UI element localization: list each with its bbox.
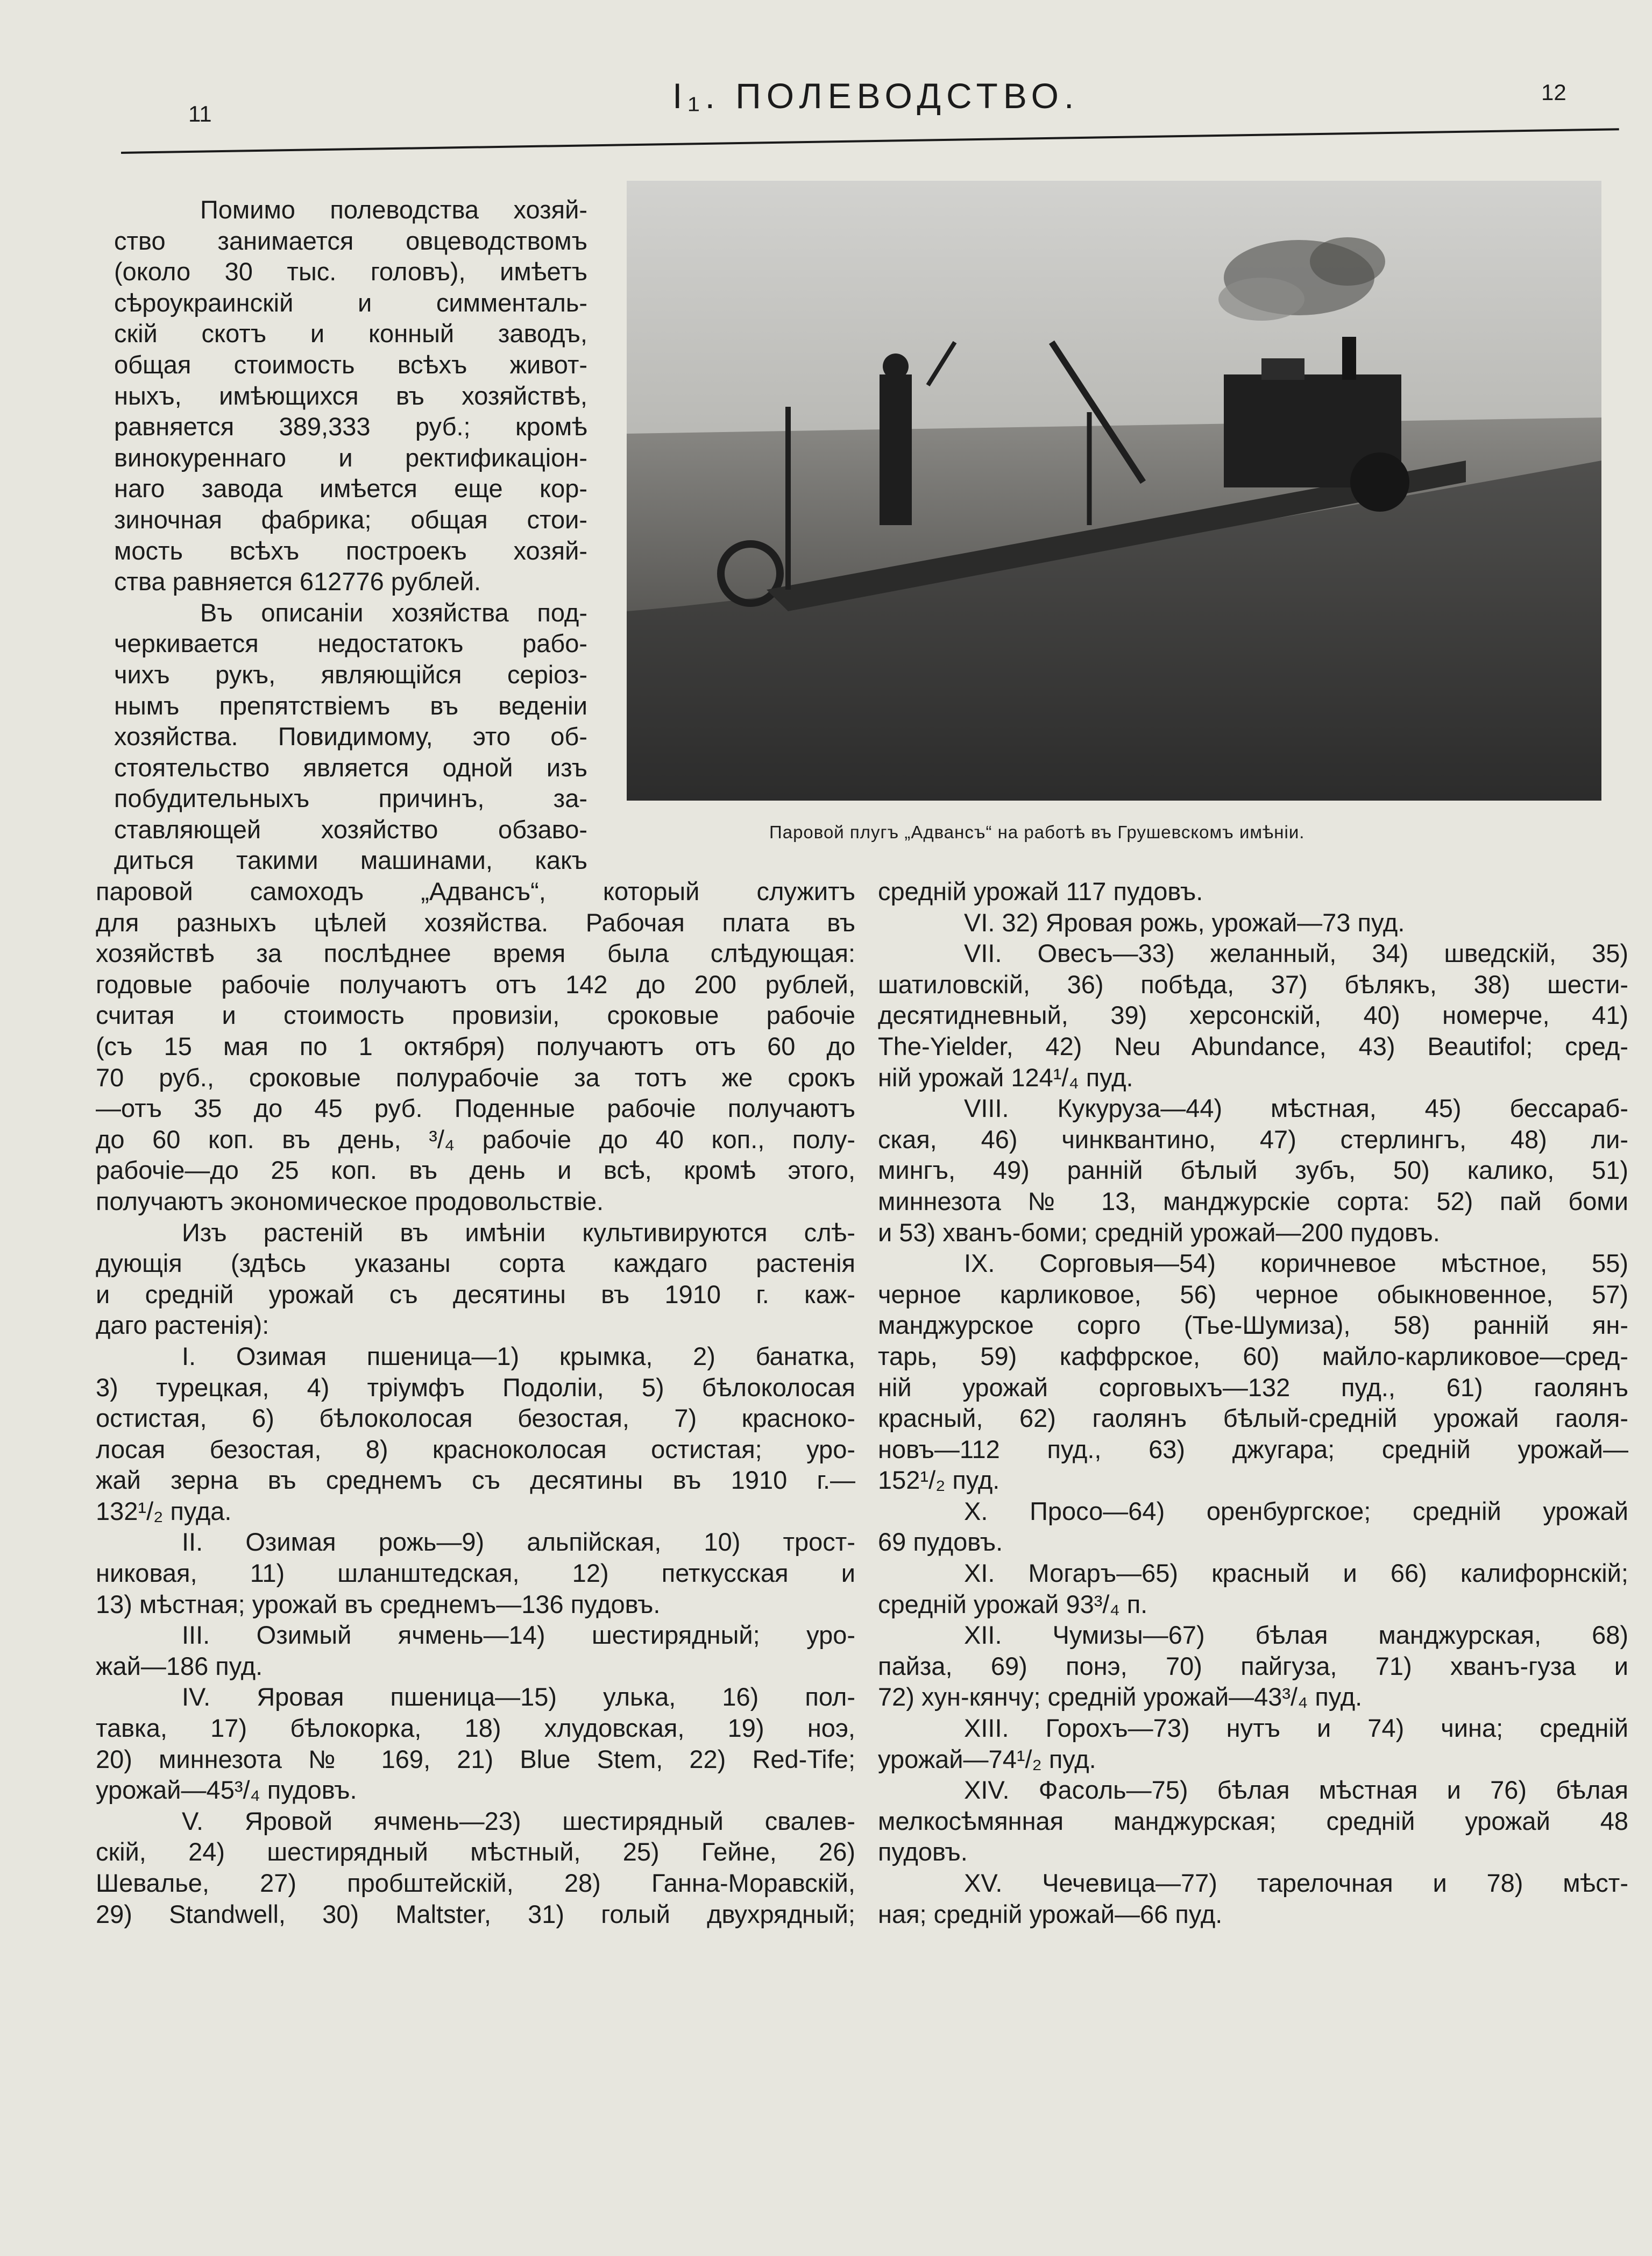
right-column xyxy=(878,876,1628,1929)
text-line: Въ описаніи хозяйства под- xyxy=(200,598,587,627)
text-line: шатиловскій, 36) побѣда, 37) бѣлякъ, 38) шести- xyxy=(878,970,1628,999)
text-line: 132¹/₂ пуда. xyxy=(96,1496,232,1525)
text-line: ская, 46) чинквантино, 47) стерлингъ, 48) ли- xyxy=(878,1125,1628,1154)
text-line: зиночная фабрика; общая стои- xyxy=(114,505,587,534)
text-line: IV. Яровая пшеница—15) улька, 16) пол- xyxy=(182,1682,855,1712)
text-line: лосая безостая, 8) красноколосая остистая; уро- xyxy=(96,1434,855,1463)
text-line: III. Озимый ячмень—14) шестирядный; уро- xyxy=(182,1621,855,1650)
text-line: мелкосѣмянная манджурская; средній урожай 48 xyxy=(878,1806,1628,1835)
text-line: и средній урожай съ десятины въ 1910 г. каж- xyxy=(96,1279,855,1309)
text-line: диться такими машинами, какъ xyxy=(114,846,587,875)
text-line: XIII. Горохъ—73) нутъ и 74) чина; средній xyxy=(964,1714,1628,1743)
text-line: черкивается недостатокъ рабо- xyxy=(114,629,587,658)
text-line: 20) миннезота № 169, 21) Blue Stem, 22) Red-Tife; xyxy=(96,1744,855,1773)
text-line: скій скотъ и конный заводъ, xyxy=(114,319,587,348)
text-line: —отъ 35 до 45 руб. Поденные рабочіе получаютъ xyxy=(96,1094,855,1123)
running-title: I₁. ПОЛЕВОДСТВО. xyxy=(672,76,1080,116)
left-column-upper xyxy=(114,194,587,876)
text-line: Помимо полеводства хозяй- xyxy=(200,195,587,224)
text-line: тавка, 17) бѣлокорка, 18) хлудовская, 19) ноэ, xyxy=(96,1714,855,1743)
text-line: дующія (здѣсь указаны сорта каждаго растенія xyxy=(96,1249,855,1278)
text-line: ная; средній урожай—66 пуд. xyxy=(878,1899,1223,1928)
text-line: годовые рабочіе получаютъ отъ 142 до 200 рублей, xyxy=(96,970,855,999)
text-line: I. Озимая пшеница—1) крымка, 2) банатка, xyxy=(182,1341,855,1370)
text-line: манджурское сорго (Тье-Шумиза), 58) ранній ян- xyxy=(878,1311,1628,1340)
text-line: мость всѣхъ построекъ хозяй- xyxy=(114,536,587,565)
text-line: красный, 62) гаолянъ бѣлый-средній урожай гаоля- xyxy=(878,1404,1628,1433)
text-line: до 60 коп. въ день, ³/₄ рабочіе до 40 коп., полу- xyxy=(96,1125,855,1154)
text-line: 29) Standwell, 30) Maltster, 31) голый двухрядный; xyxy=(96,1899,855,1928)
text-line: пайза, 69) понэ, 70) пайгуза, 71) хванъ-гуза и xyxy=(878,1651,1628,1680)
text-line: миннезота № 13, манджурскіе сорта: 52) пай боми xyxy=(878,1186,1628,1215)
text-line: равняется 389,333 руб.; кромѣ xyxy=(114,412,587,441)
text-line: 69 пудовъ. xyxy=(878,1527,1003,1557)
text-line: считая и стоимость провизіи, сроковые рабочіе xyxy=(96,1001,855,1030)
steam-plough-photo xyxy=(627,181,1601,801)
text-line: ства равняется 612776 рублей. xyxy=(114,567,481,596)
text-line: черное карликовое, 56) черное обыкновенное, 57) xyxy=(878,1279,1628,1309)
text-line: ній урожай сорговыхъ—132 пуд., 61) гаолянъ xyxy=(878,1373,1628,1402)
text-line: десятидневный, 39) херсонскій, 40) номерче, 41) xyxy=(878,1001,1628,1030)
text-line: жай—186 пуд. xyxy=(96,1651,263,1680)
text-line: (съ 15 мая по 1 октября) получаютъ отъ 60 до xyxy=(96,1031,855,1060)
text-line: пудовъ. xyxy=(878,1837,968,1866)
text-line: средній урожай 117 пудовъ. xyxy=(878,877,1203,906)
text-line: нымъ препятствіемъ въ веденіи xyxy=(114,691,587,720)
page-number-right: 12 xyxy=(1541,80,1566,105)
text-line: средній урожай 93³/₄ п. xyxy=(878,1589,1148,1618)
text-line: хозяйствѣ за послѣднее время была слѣдующая: xyxy=(96,939,855,968)
text-line: XIV. Фасоль—75) бѣлая мѣстная и 76) бѣлая xyxy=(964,1776,1628,1805)
text-line: общая стоимость всѣхъ живот- xyxy=(114,350,587,379)
text-line: новъ—112 пуд., 63) джугара; средній урожай— xyxy=(878,1434,1628,1463)
text-line: VII. Овесъ—33) желанный, 34) шведскій, 35) xyxy=(964,939,1628,968)
text-line: стоятельство является одной изъ xyxy=(114,753,587,782)
text-line: VI. 32) Яровая рожь, урожай—73 пуд. xyxy=(964,908,1405,937)
text-line: паровой самоходъ „Адвансъ“, который служитъ xyxy=(96,877,855,906)
text-line: даго растенія): xyxy=(96,1311,270,1340)
text-line: (около 30 тыс. головъ), имѣетъ xyxy=(114,257,587,286)
text-line: наго завода имѣется еще кор- xyxy=(114,474,587,503)
text-line: мингъ, 49) ранній бѣлый зубъ, 50) калико, 51) xyxy=(878,1156,1628,1185)
text-line: Шевалье, 27) пробштейскій, 28) Ганна-Моравскій, xyxy=(96,1869,855,1897)
header-rule xyxy=(121,128,1619,154)
text-line: и 53) хванъ-боми; средній урожай—200 пудовъ. xyxy=(878,1218,1440,1247)
text-line: XII. Чумизы—67) бѣлая манджурская, 68) xyxy=(964,1621,1628,1650)
text-line: скій, 24) шестирядный мѣстный, 25) Гейне, 26) xyxy=(96,1837,855,1866)
text-line: II. Озимая рожь—9) альпійская, 10) трост- xyxy=(182,1527,855,1557)
text-line: XI. Могаръ—65) красный и 66) калифорнскій; xyxy=(964,1559,1628,1588)
text-line: X. Просо—64) оренбургское; средній урожай xyxy=(964,1496,1628,1525)
text-line: ній урожай 124¹/₄ пуд. xyxy=(878,1063,1133,1092)
text-line: IX. Сорговыя—54) коричневое мѣстное, 55) xyxy=(964,1249,1628,1278)
text-line: чихъ рукъ, являющійся серіоз- xyxy=(114,660,587,689)
text-line: 70 руб., сроковые полурабочіе за тотъ же срокъ xyxy=(96,1063,855,1092)
text-line: 13) мѣстная; урожай въ среднемъ—136 пудовъ. xyxy=(96,1589,661,1618)
text-line: жай зерна въ среднемъ съ десятины въ 1910 г.— xyxy=(96,1466,855,1495)
text-line: урожай—74¹/₂ пуд. xyxy=(878,1744,1096,1773)
text-line: никовая, 11) шланштедская, 12) петкусская и xyxy=(96,1559,855,1588)
text-line: хозяйства. Повидимому, это об- xyxy=(114,722,587,751)
text-line: XV. Чечевица—77) тарелочная и 78) мѣст- xyxy=(964,1869,1628,1897)
text-line: для разныхъ цѣлей хозяйства. Рабочая плата въ xyxy=(96,908,855,937)
text-line: побудительныхъ причинъ, за- xyxy=(114,784,587,813)
text-line: рабочіе—до 25 коп. въ день и всѣ, кромѣ этого, xyxy=(96,1156,855,1185)
text-line: The-Yielder, 42) Neu Abundance, 43) Beautifol; сред- xyxy=(878,1031,1628,1060)
text-line: VIII. Кукуруза—44) мѣстная, 45) бессараб- xyxy=(964,1094,1628,1123)
text-line: ство занимается овцеводствомъ xyxy=(114,226,587,255)
text-line: 152¹/₂ пуд. xyxy=(878,1466,1000,1495)
text-line: 3) турецкая, 4) тріумфъ Подоліи, 5) бѣлоколосая xyxy=(96,1373,855,1402)
text-line: винокуреннаго и ректификаціон- xyxy=(114,443,587,472)
text-line: ныхъ, имѣющихся въ хозяйствѣ, xyxy=(114,381,587,410)
figure-caption: Паровой плугъ „Адвансъ“ на работѣ въ Грушевскомъ имѣніи. xyxy=(769,822,1305,842)
text-line: V. Яровой ячмень—23) шестирядный свалев- xyxy=(182,1806,855,1835)
text-line: урожай—45³/₄ пудовъ. xyxy=(96,1776,357,1805)
text-line: 72) хун-кянчу; средній урожай—43³/₄ пуд. xyxy=(878,1682,1363,1712)
text-line: Изъ растеній въ имѣніи культивируются слѣ- xyxy=(182,1218,855,1247)
text-line: остистая, 6) бѣлоколосая безостая, 7) красноко- xyxy=(96,1404,855,1433)
text-line: тарь, 59) каффрское, 60) майло-карликовое—сред- xyxy=(878,1341,1628,1370)
left-column-lower xyxy=(96,876,855,1929)
page-number-left: 11 xyxy=(188,101,212,126)
text-line: ставляющей хозяйство обзаво- xyxy=(114,815,587,844)
text-line: получаютъ экономическое продовольствіе. xyxy=(96,1186,604,1215)
text-line: сѣроукраинскій и симменталь- xyxy=(114,288,587,317)
